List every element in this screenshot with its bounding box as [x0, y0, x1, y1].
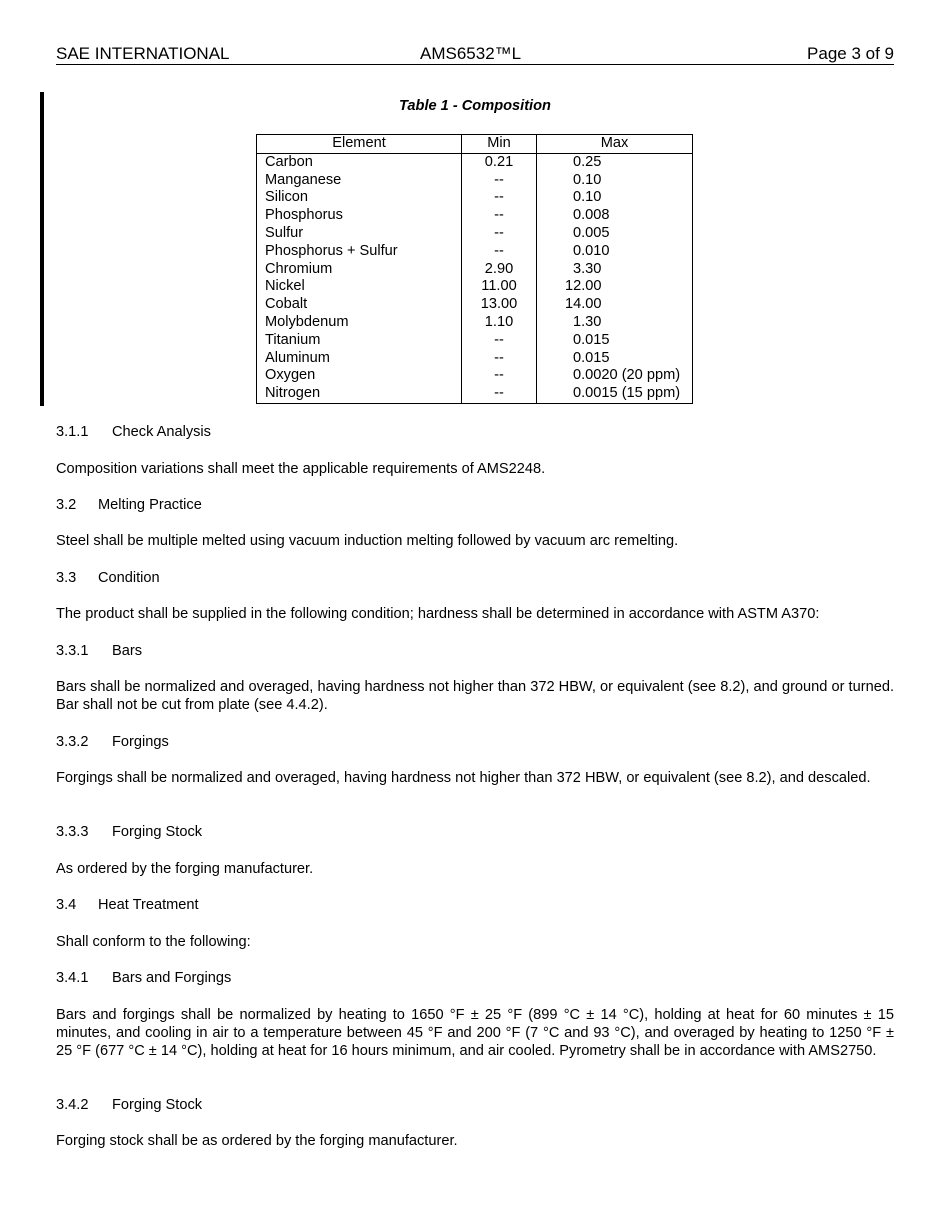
section-title: Forging Stock [112, 1097, 203, 1113]
section-3-4-2-heading [56, 1096, 894, 1114]
section-title: Forging Stock [112, 824, 203, 840]
section-3-4-heading [56, 896, 894, 914]
section-number: 3.3.1 [56, 643, 89, 659]
max-cell: 0.005 [573, 224, 610, 241]
section-3-3-1-heading [56, 642, 894, 660]
section-title: Condition [98, 570, 160, 586]
element-cell: Aluminum [257, 350, 462, 368]
max-cell: 0.0020 (20 ppm) [573, 367, 681, 384]
section-number: 3.4.1 [56, 970, 89, 986]
element-cell: Nickel [257, 278, 462, 296]
table-row [257, 367, 693, 385]
element-cell: Oxygen [257, 367, 462, 385]
column-header-element: Element [257, 135, 462, 154]
document-number: AMS6532™L [420, 44, 522, 63]
min-cell: -- [462, 225, 537, 243]
element-cell: Phosphorus [257, 207, 462, 225]
max-cell: 14.00 [565, 296, 602, 313]
table-row [257, 350, 693, 368]
min-cell: -- [462, 350, 537, 368]
element-cell: Sulfur [257, 225, 462, 243]
min-cell: 2.90 [462, 261, 537, 279]
table-row [257, 207, 693, 225]
min-cell: 0.21 [462, 153, 537, 171]
section-3-3-2-heading [56, 733, 894, 751]
max-cell: 0.015 [573, 349, 610, 366]
section-3-3-3-text: As ordered by the forging manufacturer. [56, 861, 314, 877]
section-3-4-1-text: Bars and forgings shall be normalized by heating to 1650 °F ± 25 °F (899 °C ± 14 °C), holding at heat for 60 minutes ± 15 minutes, and cooling in air to a temperature between 45 °F and 200 °F (7 °C and 93 °C), and overaged by heating to 1250 °F ± 25 °F (677 °C ± 14 °C), holding at heat for 16 hours minimum, and air cooled. Pyrometry shall be in accordance with AMS2750. [56, 1007, 894, 1059]
section-number: 3.3 [56, 570, 77, 586]
section-3-3-3-heading [56, 823, 894, 841]
section-title: Bars [112, 643, 143, 659]
table-row [257, 385, 693, 403]
org-name: SAE INTERNATIONAL [56, 44, 230, 63]
table-row [257, 278, 693, 296]
composition-table [256, 134, 693, 404]
max-cell: 3.30 [573, 260, 602, 277]
max-cell: 0.008 [573, 207, 610, 224]
max-cell: 0.10 [573, 171, 602, 188]
element-cell: Chromium [257, 261, 462, 279]
element-cell: Cobalt [257, 296, 462, 314]
section-3-4-text: Shall conform to the following: [56, 934, 251, 950]
column-header-max: Max [537, 135, 693, 154]
max-cell: 1.30 [573, 313, 602, 330]
element-cell: Silicon [257, 189, 462, 207]
min-cell: -- [462, 243, 537, 261]
element-cell: Carbon [257, 153, 462, 171]
min-cell: 13.00 [462, 296, 537, 314]
max-cell: 0.015 [573, 331, 610, 348]
element-cell: Molybdenum [257, 314, 462, 332]
section-3-4-1-heading [56, 969, 894, 987]
table-title: Table 1 - Composition [399, 98, 551, 114]
max-cell: 0.25 [573, 153, 602, 170]
min-cell: -- [462, 367, 537, 385]
max-cell: 0.0015 (15 ppm) [573, 385, 681, 402]
section-number: 3.3.2 [56, 734, 89, 750]
table-row [257, 172, 693, 190]
table-row [257, 314, 693, 332]
section-number: 3.2 [56, 497, 77, 513]
table-row [257, 189, 693, 207]
element-cell: Phosphorus + Sulfur [257, 243, 462, 261]
table-row [257, 153, 693, 171]
section-number: 3.4 [56, 897, 77, 913]
section-title: Melting Practice [98, 497, 202, 513]
max-cell: 0.10 [573, 189, 602, 206]
min-cell: -- [462, 172, 537, 190]
section-3-1-1-heading [56, 423, 894, 441]
column-header-min: Min [462, 135, 537, 154]
section-3-3-heading [56, 569, 894, 587]
min-cell: 11.00 [462, 278, 537, 296]
table-row [257, 332, 693, 350]
min-cell: -- [462, 332, 537, 350]
min-cell: -- [462, 207, 537, 225]
table-row [257, 296, 693, 314]
element-cell: Titanium [257, 332, 462, 350]
table-row [257, 225, 693, 243]
max-cell: 12.00 [565, 278, 602, 295]
min-cell: 1.10 [462, 314, 537, 332]
section-title: Bars and Forgings [112, 970, 232, 986]
page-header [56, 44, 894, 65]
section-title: Check Analysis [112, 424, 211, 440]
section-number: 3.1.1 [56, 424, 89, 440]
element-cell: Nitrogen [257, 385, 462, 403]
section-3-1-1-text: Composition variations shall meet the applicable requirements of AMS2248. [56, 461, 546, 477]
table-header-row [257, 135, 693, 154]
section-number: 3.3.3 [56, 824, 89, 840]
section-title: Forgings [112, 734, 169, 750]
section-3-2-text: Steel shall be multiple melted using vacuum induction melting followed by vacuum arc remelting. [56, 533, 679, 549]
min-cell: -- [462, 189, 537, 207]
section-3-3-2-text: Forgings shall be normalized and overaged, having hardness not higher than 372 HBW, or equivalent (see 8.2), and descaled. [56, 770, 871, 786]
min-cell: -- [462, 385, 537, 403]
table-row [257, 243, 693, 261]
element-cell: Manganese [257, 172, 462, 190]
revision-change-bar [40, 92, 44, 406]
section-3-3-text: The product shall be supplied in the following condition; hardness shall be determined in accordance with ASTM A370: [56, 606, 820, 622]
max-cell: 0.010 [573, 242, 610, 259]
section-3-2-heading [56, 496, 894, 514]
section-number: 3.4.2 [56, 1097, 89, 1113]
section-3-3-1-text: Bars shall be normalized and overaged, having hardness not higher than 372 HBW, or equivalent (see 8.2), and ground or turned. Bar shall not be cut from plate (see 4.4.2). [56, 679, 894, 713]
table-row [257, 261, 693, 279]
section-title: Heat Treatment [98, 897, 199, 913]
section-3-4-2-text: Forging stock shall be as ordered by the forging manufacturer. [56, 1133, 458, 1149]
page-number: Page 3 of 9 [807, 44, 894, 63]
